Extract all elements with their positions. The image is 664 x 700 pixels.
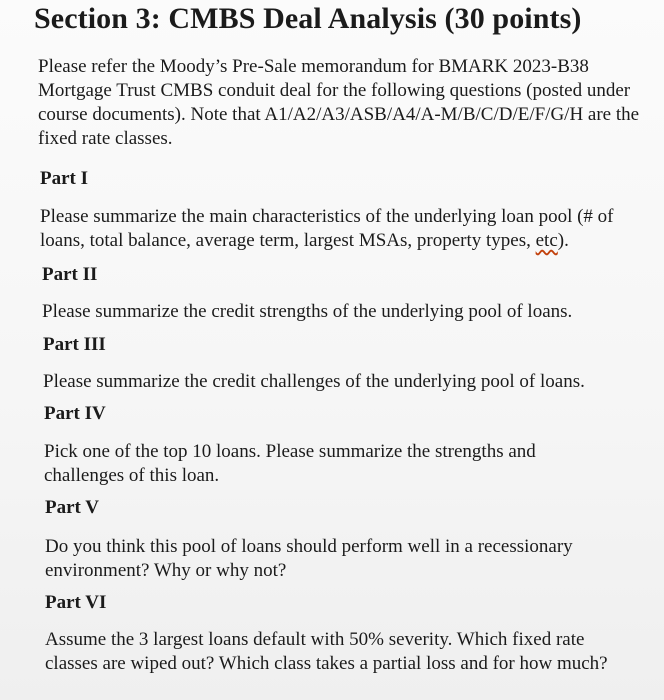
part-ii-text: Please summarize the credit strengths of the underlying pool of loans. (42, 301, 573, 322)
intro-paragraph: Please refer the Moody’s Pre-Sale memorandum for BMARK 2023-B38 Mortgage Trust CMBS conduit deal for the following questions (posted under course documents). Note that A1/A2/A3/ASB/A4/A-M/B/C/D/E/F/G/H are the fixed rate classes. (38, 56, 640, 149)
part-vi-text: Assume the 3 largest loans default with 50% severity. Which fixed rate classes are wiped out? Which class takes a partial loss and for how much? (45, 629, 608, 674)
part-v-heading: Part V (45, 497, 99, 518)
part-iv-text: Pick one of the top 10 loans. Please summarize the strengths and challenges of this loan. (44, 441, 536, 486)
part-vi-heading: Part VI (45, 592, 107, 613)
part-i-text (40, 205, 652, 253)
part-i-text-end: ). (557, 230, 569, 251)
part-i-text-main: Please summarize the main characteristics of the underlying loan pool (# of loans, total balance, average term, largest MSAs, property types, (40, 206, 614, 251)
section-title: Section 3: CMBS Deal Analysis (30 points) (34, 2, 582, 35)
part-i-text-etc: etc (535, 230, 558, 251)
part-iv-heading: Part IV (44, 403, 106, 424)
part-iii-text: Please summarize the credit challenges of the underlying pool of loans. (43, 371, 585, 392)
part-ii-heading: Part II (42, 264, 98, 285)
part-iii-heading: Part III (43, 334, 106, 355)
part-i-heading: Part I (40, 168, 89, 189)
part-v-text: Do you think this pool of loans should perform well in a recessionary environment? Why or why not? (45, 536, 573, 581)
